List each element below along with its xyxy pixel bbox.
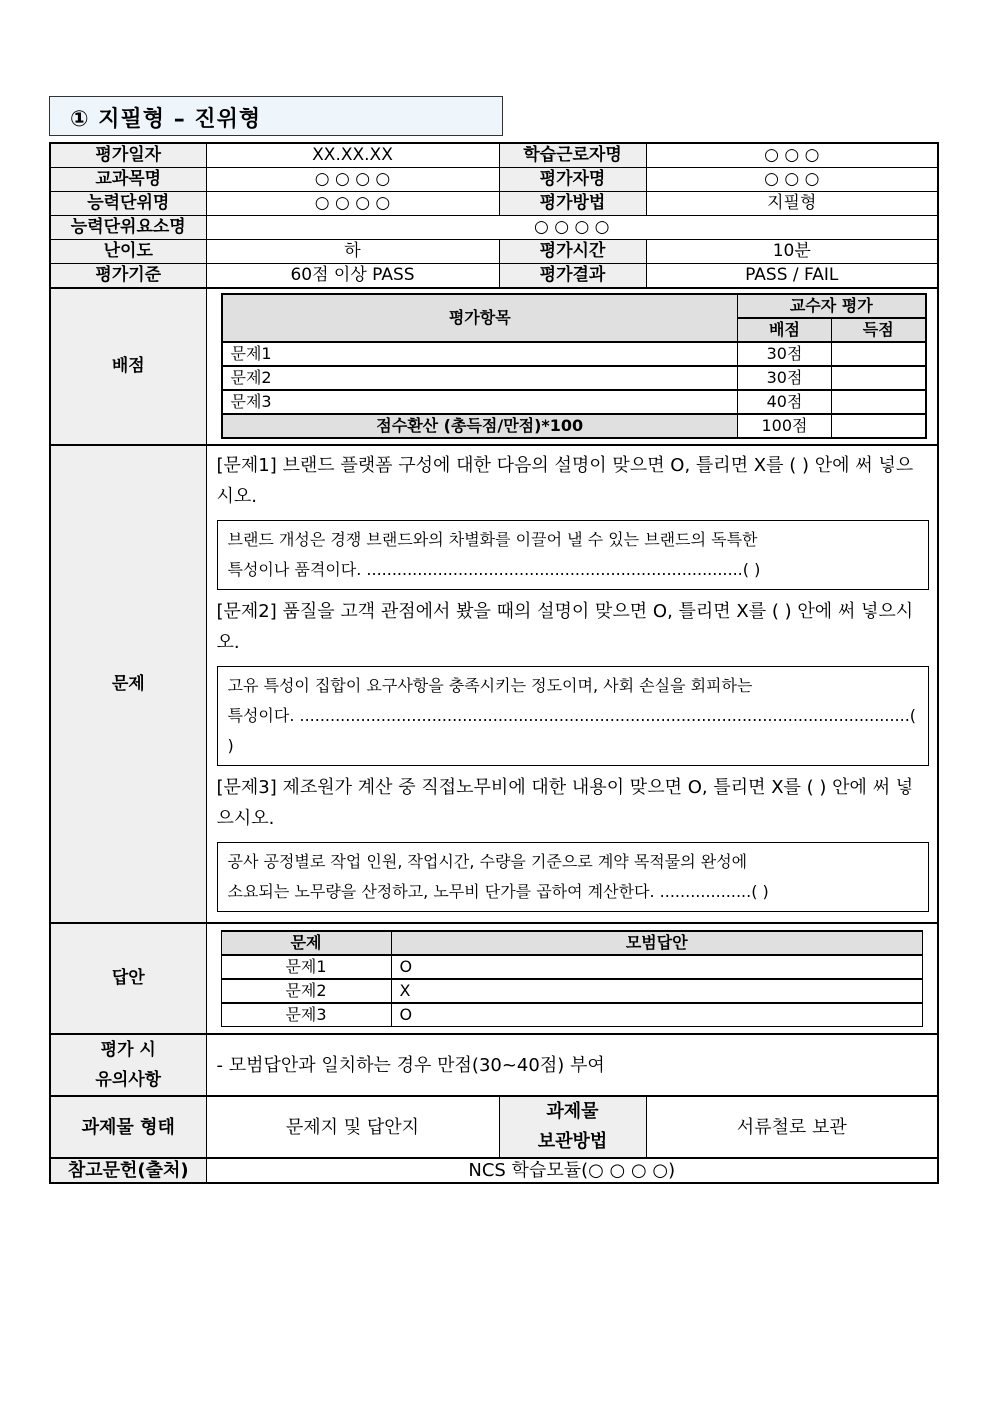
answer-row — [221, 979, 923, 1003]
answers-cell — [206, 923, 938, 1034]
total-conversion-label: 점수환산 (총득점/만점)*100 — [222, 414, 738, 438]
question-1 — [217, 450, 930, 590]
question-3 — [217, 772, 930, 912]
statement-line: 브랜드 개성은 경쟁 브랜드와의 차별화를 이끌어 낼 수 있는 브랜드의 독특한 — [227, 530, 758, 549]
answers-table — [221, 930, 924, 1027]
answer-value: O — [391, 1003, 923, 1027]
statement-line: 공사 공정별로 작업 인원, 작업시간, 수량을 기준으로 계약 목적물의 완성에 — [227, 852, 748, 871]
learner-label: 학습근로자명 — [499, 143, 646, 168]
scoring-row — [222, 366, 926, 390]
questions-label: 문제 — [50, 445, 206, 923]
answer-value: O — [391, 955, 923, 979]
scoring-score-input[interactable] — [832, 342, 926, 366]
method-label: 평가방법 — [499, 192, 646, 216]
question-prompt: [문제2] 품질을 고객 관점에서 봤을 때의 설명이 맞으면 O, 틀리면 X를 ( ) 안에 써 넣으시오. — [216, 601, 914, 653]
eval-date-label: 평가일자 — [50, 143, 206, 168]
evaluator-value: ○ ○ ○ — [646, 168, 938, 192]
eval-date-value: XX.XX.XX — [206, 143, 499, 168]
total-points: 100점 — [738, 414, 832, 438]
header-professor-eval: 교수자 평가 — [738, 294, 926, 318]
difficulty-label: 난이도 — [50, 240, 206, 264]
criteria-label: 평가기준 — [50, 264, 206, 289]
time-value: 10분 — [646, 240, 938, 264]
question-statement-box — [217, 666, 930, 766]
question-statement-box — [217, 842, 930, 912]
notes-label-line: 유의사항 — [95, 1070, 162, 1090]
criteria-value: 60점 이상 PASS — [206, 264, 499, 289]
scoring-points: 40점 — [738, 390, 832, 414]
time-label: 평가시간 — [499, 240, 646, 264]
question-statement-box — [217, 520, 930, 590]
element-value: ○ ○ ○ ○ — [206, 216, 938, 240]
scoring-item: 문제3 — [222, 390, 738, 414]
result-value: PASS / FAIL — [646, 264, 938, 289]
question-prompt: [문제1] 브랜드 플랫폼 구성에 대한 다음의 설명이 맞으면 O, 틀리면 X를 ( ) 안에 써 넣으시오. — [216, 455, 914, 507]
scoring-row — [222, 390, 926, 414]
scoring-item: 문제2 — [222, 366, 738, 390]
storage-label-line: 과제물 — [546, 1101, 599, 1122]
notes-text: - 모범답안과 일치하는 경우 만점(30~40점) 부여 — [206, 1034, 938, 1096]
result-label: 평가결과 — [499, 264, 646, 289]
header-points: 배점 — [738, 318, 832, 342]
reference-value: NCS 학습모듈(○ ○ ○ ○) — [206, 1158, 938, 1183]
notes-label — [50, 1034, 206, 1096]
evaluator-label: 평가자명 — [499, 168, 646, 192]
scoring-score-input[interactable] — [832, 366, 926, 390]
header-score: 득점 — [832, 318, 926, 342]
scoring-score-input[interactable] — [832, 390, 926, 414]
header-eval-item: 평가항목 — [222, 294, 738, 342]
unit-label: 능력단위명 — [50, 192, 206, 216]
statement-line: 특성이나 품격이다. ..........................................................................( ) — [227, 560, 761, 579]
question-prompt: [문제3] 제조원가 계산 중 직접노무비에 대한 내용이 맞으면 O, 틀리면 X를 ( ) 안에 써 넣으시오. — [216, 777, 914, 829]
answer-question: 문제1 — [221, 955, 391, 979]
element-label: 능력단위요소명 — [50, 216, 206, 240]
statement-line: 고유 특성이 집합이 요구사항을 충족시키는 정도이며, 사회 손실을 회피하는 — [227, 676, 753, 695]
reference-label: 참고문헌(출처) — [50, 1158, 206, 1183]
section-title: ① 지필형 – 진위형 — [70, 107, 262, 132]
answer-question: 문제2 — [221, 979, 391, 1003]
scoring-table — [221, 293, 927, 439]
storage-value: 서류철로 보관 — [646, 1096, 938, 1158]
storage-label — [499, 1096, 646, 1158]
answer-question: 문제3 — [221, 1003, 391, 1027]
method-value: 지필형 — [646, 192, 938, 216]
scoring-label: 배점 — [50, 288, 206, 445]
scoring-cell — [206, 288, 938, 445]
answer-row — [221, 1003, 923, 1027]
unit-value: ○ ○ ○ ○ — [206, 192, 499, 216]
storage-label-line: 보관방법 — [537, 1131, 608, 1152]
scoring-points: 30점 — [738, 342, 832, 366]
learner-value: ○ ○ ○ — [646, 143, 938, 168]
section-title-box — [49, 96, 503, 136]
notes-label-line: 평가 시 — [100, 1040, 156, 1060]
subject-label: 교과목명 — [50, 168, 206, 192]
answer-value: X — [391, 979, 923, 1003]
scoring-row — [222, 342, 926, 366]
submission-type-label: 과제물 형태 — [50, 1096, 206, 1158]
difficulty-value: 하 — [206, 240, 499, 264]
scoring-item: 문제1 — [222, 342, 738, 366]
answers-label: 답안 — [50, 923, 206, 1034]
question-2 — [217, 596, 930, 766]
submission-type-value: 문제지 및 답안지 — [206, 1096, 499, 1158]
total-score-input[interactable] — [832, 414, 926, 438]
answer-row — [221, 955, 923, 979]
subject-value: ○ ○ ○ ○ — [206, 168, 499, 192]
statement-line: 특성이다. ........................................................................................................................( ) — [227, 706, 917, 755]
statement-line: 소요되는 노무량을 산정하고, 노무비 단가를 곱하여 계산한다. ..................( ) — [227, 882, 769, 901]
header-question: 문제 — [221, 931, 391, 955]
scoring-points: 30점 — [738, 366, 832, 390]
header-model-answer: 모범답안 — [391, 931, 923, 955]
evaluation-form-table — [49, 142, 939, 1184]
questions-cell — [206, 445, 938, 923]
